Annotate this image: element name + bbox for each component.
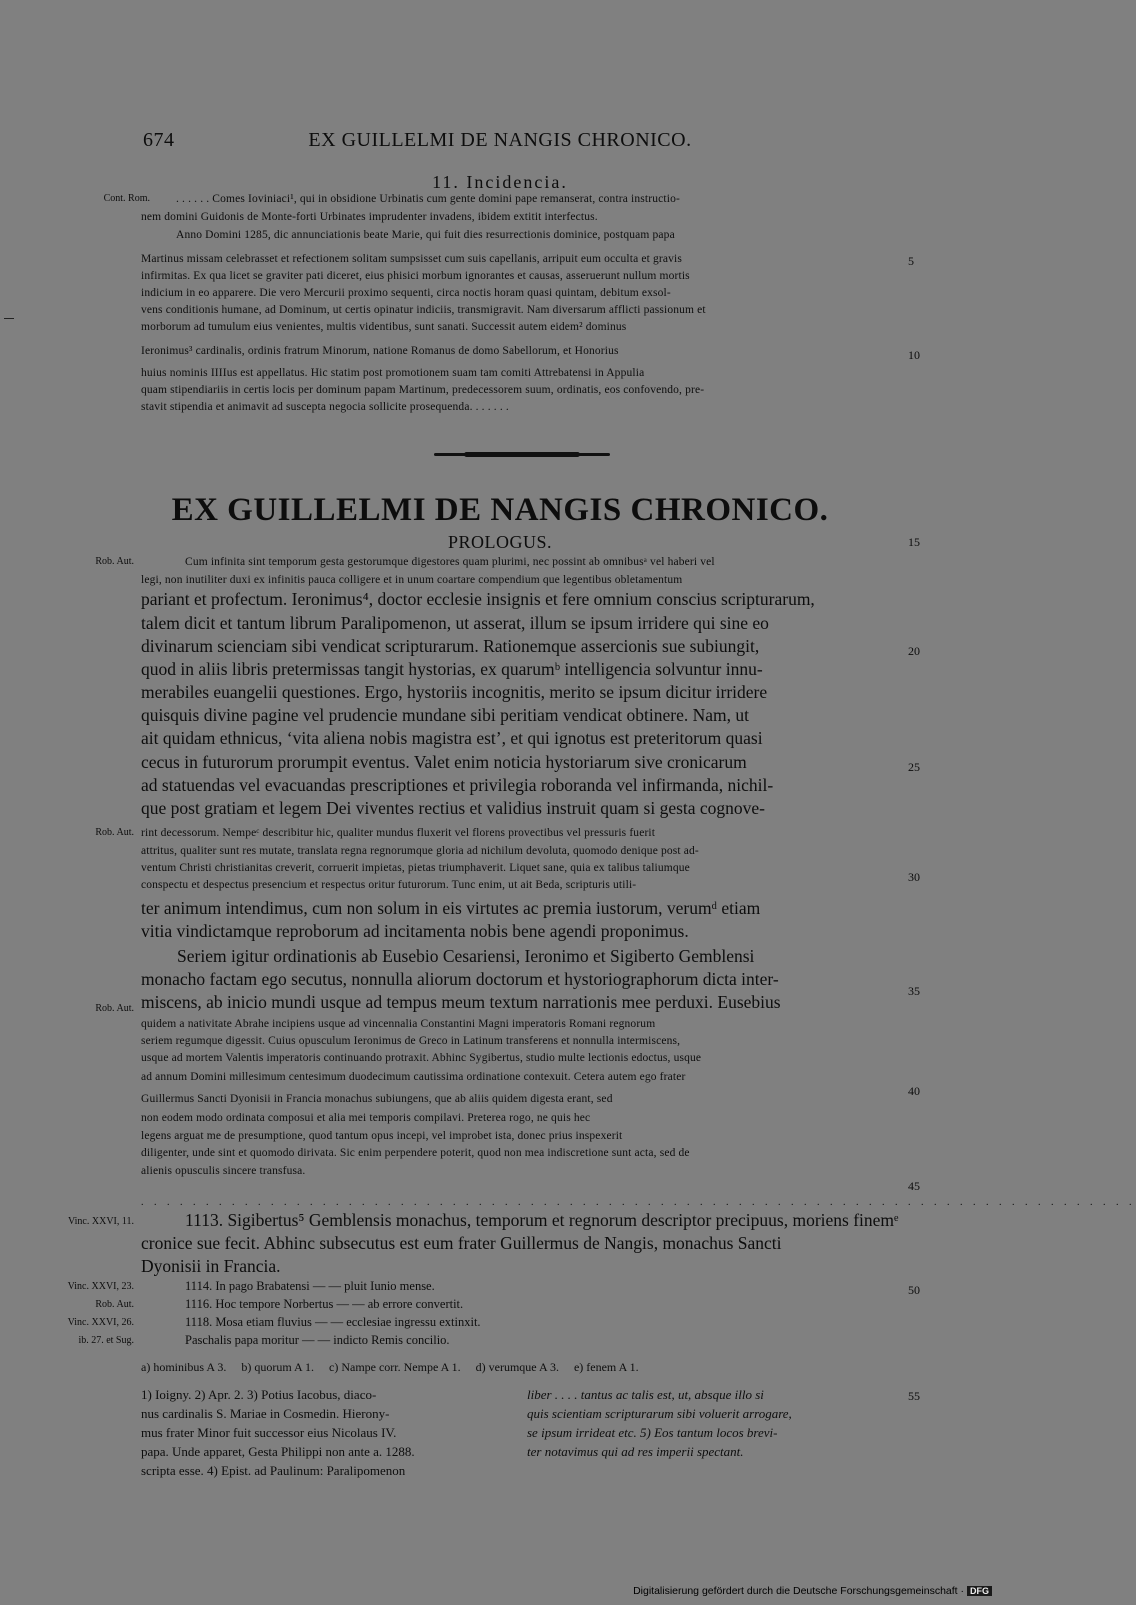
margin-note: Vinc. XXVI, 23. [67,1281,134,1292]
running-title: EX GUILLELMI DE NANGIS CHRONICO. [308,129,692,151]
text-line: . . . . . . Comes Ioviniaci¹, qui in obsidione Urbinatis cum gente domini pape remanserat, contra instructio- [176,193,680,205]
line-number: 10 [908,348,920,362]
text-line: nem domini Guidonis de Monte-forti Urbinates imprudenter invadens, ibidem extitit interfectus. [141,211,598,223]
text-line: Dyonisii in Francia. [141,1256,281,1276]
text-line: quod in aliis libris pretermissas tangit hystorias, ex quarumᵇ intelligencia solvuntur innu- [141,659,763,679]
text-line: talem dicit et tantum librum Paralipomenon, ut asserat, illum se ipsum irridere qui sine eo [141,613,769,633]
text-line: diligenter, unde sint et quomodo dirivata. Sic enim perpendere poterit, quod non mea indiscretione sunt acta, sed de [141,1147,690,1159]
line-number: 15 [908,535,920,549]
fold-mark [4,318,14,319]
text-line: ad statuendas vel evacuandas prescriptiones et privilegia roboranda vel infirmanda, nichil- [141,775,774,795]
footnote-line: scripta esse. 4) Epist. ad Paulinum: Paralipomenon [141,1463,406,1478]
line-number: 20 [908,644,920,658]
margin-note: Rob. Aut. [95,827,134,838]
text-line: huius nominis IIIIus est appellatus. Hic statim post promotionem suam tam comiti Attrebatensi in Appulia [141,367,645,379]
credit-text: Digitalisierung gefördert durch die Deutsche Forschungsgemeinschaft · [633,1585,964,1597]
text-line: vitia vindictamque reproborum ad incitamenta nobis bene agendi proponimus. [141,921,689,941]
text-line: attritus, qualiter sunt res mutate, translata regna regnorumque gloria ad nichilum devoluta, quomodo denique post ad- [141,845,699,857]
dfg-logo: DFG [967,1586,992,1596]
text-line: stavit stipendia et animavit ad suscepta negocia sollicite prosequenda. . . . . . . [141,401,509,413]
margin-note: Cont. Rom. [103,193,150,204]
text-line: vens conditionis humane, ad Dominum, ut certis opinatur indiciis, transmigravit. Nam diversarum afflicti passionum et [141,304,706,316]
text-line: quidem a nativitate Abrahe incipiens usque ad vincennalia Constantini Magni imperatoris Romani regnorum [141,1018,656,1030]
text-line: 1116. Hoc tempore Norbertus — — ab errore convertit. [185,1297,464,1311]
text-line: Paschalis papa moritur — — indicto Remis concilio. [185,1333,450,1347]
text-line: Anno Domini 1285, dic annunciationis beate Marie, qui fuit dies resurrectionis dominice, postquam papa [176,229,675,241]
text-line: divinarum scienciam sibi vendicat scripturarum. Rationemque assercionis sue subiungit, [141,636,760,656]
text-line: Martinus missam celebrasset et refectionem solitam sumpsisset cum suis capellanis, arripuit eum occulta et gravis [141,253,683,265]
line-number: 45 [908,1179,920,1193]
text-line: Cum infinita sint temporum gesta gestorumque digestores quam plurimi, nec possint ab omnibusᵃ vel haberi vel [185,556,715,568]
line-number: 25 [908,760,920,774]
margin-note: Vinc. XXVI, 11. [68,1216,134,1227]
text-line: 1118. Mosa etiam fluvius — — ecclesiae ingressu extinxit. [185,1315,481,1329]
text-line: rint decessorum. Nempeᶜ describitur hic, qualiter mundus fluxerit vel florens provectibus vel pressuris fuerit [141,827,656,839]
line-number: 30 [908,870,920,884]
text-line: non eodem modo ordinata composui et alia mei temporis compilavi. Preterea rogo, ne quis hec [141,1112,591,1124]
margin-note: Rob. Aut. [95,1003,134,1014]
text-line: quam stipendiariis in certis locis per dominum papam Martinum, predecessorem suum, ordinatis, eos confovendo, pre- [141,384,705,396]
footnote-line: nus cardinalis S. Mariae in Cosmedin. Hierony- [141,1406,390,1421]
text-line: seriem regumque digessit. Cuius opusculum Ieronimus de Greco in Latinum transferens et nonnulla intermiscens, [141,1035,681,1047]
text-line: usque ad mortem Valentis imperatoris continuando protraxit. Abhinc Sygibertus, studio multe lectionis edoctus, usque [141,1052,702,1064]
text-line: quisquis divine pagine vel prudencie mundane sibi peritiam vendicat obtinere. Nam, ut [141,705,749,725]
margin-note: Vinc. XXVI, 26. [67,1317,134,1328]
footnote-line: mus frater Minor fuit successor eius Nicolaus IV. [141,1425,397,1440]
text-line: ad annum Domini millesimum centesimum duodecimum cautissima ordinatione contexuit. Cetera autem ego frater [141,1071,686,1083]
line-number: 40 [908,1084,920,1098]
section-divider-center [464,452,580,457]
footnote-line: 1) Ioigny. 2) Apr. 2. 3) Potius Iacobus, diaco- [141,1387,377,1402]
prologus-heading: PROLOGUS. [447,532,553,552]
footnote-line: quis scientiam scripturarum sibi voluerit arrogare, [527,1406,792,1421]
chronicle-title: EX GUILLELMI DE NANGIS CHRONICO. [171,492,829,528]
text-line: alienis opusculis sincere transfusa. [141,1165,306,1177]
line-number: 50 [908,1283,920,1297]
margin-note: Rob. Aut. [95,1299,134,1310]
text-line: pariant et profectum. Ieronimus⁴, doctor ecclesie insignis et fere omnium conscius scripturarum, [141,589,815,609]
variant-readings: a) hominibus A 3. b) quorum A 1. c) Nampe corr. Nempe A 1. d) verumque A 3. e) fenem A 1. [141,1360,639,1374]
footnote-line: papa. Unde apparet, Gesta Philippi non ante a. 1288. [141,1444,415,1459]
text-line: Ieronimus³ cardinalis, ordinis fratrum Minorum, natione Romanus de domo Sabellorum, et Honorius [141,345,619,357]
footnote-line: se ipsum irrideat etc. 5) Eos tantum locos brevi- [527,1425,778,1440]
text-line: cecus in futurorum prorumpit eventus. Valet enim noticia hystoriarum sive cronicarum [141,752,747,772]
text-line: ter animum intendimus, cum non solum in eis virtutes ac premia iustorum, verumᵈ etiam [141,898,761,918]
text-line: Seriem igitur ordinationis ab Eusebio Cesariensi, Ieronimo et Sigiberto Gemblensi [177,946,755,966]
margin-note: Rob. Aut. [95,556,134,567]
text-line: conspectu et despectus presencium et respectus oritur futurorum. Tunc enim, ut ait Beda, scripturis utili- [141,879,637,891]
text-line: Guillermus Sancti Dyonisii in Francia monachus subiungens, que ab aliis quidem digesta erant, sed [141,1093,613,1105]
text-line: legi, non inutiliter duxi ex infinitis pauca colligere et in unum coartare compendium que legentibus obletamentum [141,574,683,586]
line-number: 5 [908,254,914,268]
text-line: morborum ad tumulum eius venientes, multis videntibus, sunt sanati. Successit autem eidem² dominus [141,321,627,333]
text-line: ait quidam ethnicus, ‘vita aliena nobis magistra est’, et qui ignotus est preteritorum quasi [141,728,763,748]
text-line: indicium in eo apparere. Die vero Mercurii proximo sequenti, circa noctis horam quasi quintam, debitum exsol- [141,287,671,299]
text-line: cronice sue fecit. Abhinc subsecutus est eum frater Guillermus de Nangis, monachus Sancti [141,1233,782,1253]
section-heading-incidencia: 11. Incidencia. [432,172,568,192]
text-line: 1113. Sigibertus⁵ Gemblensis monachus, temporum et regnorum descriptor precipuus, moriens finemᵉ [185,1210,899,1230]
margin-note: ib. 27. et Sug. [78,1335,134,1346]
text-line: infirmitas. Ex qua licet se graviter pati diceret, eius phisici morbum ignorantes et causas, asseruerunt nullum mortis [141,270,690,282]
digitization-credit [633,1585,992,1597]
line-number: 35 [908,984,920,998]
text-line: merabiles euangelii questiones. Ergo, hystoriis incognitis, merito se ipsum dicitur irridere [141,682,768,702]
text-line: monacho factam ego secutus, nonnulla aliorum doctorum et hystoriographorum dicta inter- [141,969,779,989]
text-line: legens arguat me de presumptione, quod tantum opus incepi, vel improbet ista, donec prius inspexerit [141,1130,623,1142]
footnote-line: ter notavimus qui ad res imperii spectant. [527,1444,744,1459]
text-line: 1114. In pago Brabatensi — — pluit Iunio mense. [185,1279,435,1293]
page-number: 674 [143,129,175,151]
footnote-line: liber . . . . tantus ac talis est, ut, absque illo si [527,1387,764,1402]
line-number: 55 [908,1389,920,1403]
text-line: ventum Christi christianitas creverit, corruerit impietas, pietas triumphaverit. Liquet sane, quia ex talibus taliumque [141,862,690,874]
text-line: que post gratiam et legem Dei viventes rectius et validius instruit quam si gesta cognove- [141,798,766,818]
text-line: miscens, ab inicio mundi usque ad tempus meum textum narrationis mee perduxi. Eusebius [141,992,781,1012]
separator-dots: . . . . . . . . . . . . . . . . . . . . . . . . . . . . . . . . . . . . . . . . . . . . . . . . . . . . . . . . . . . . . . . . . . . . . . . . . . . . . [141,1197,1136,1208]
